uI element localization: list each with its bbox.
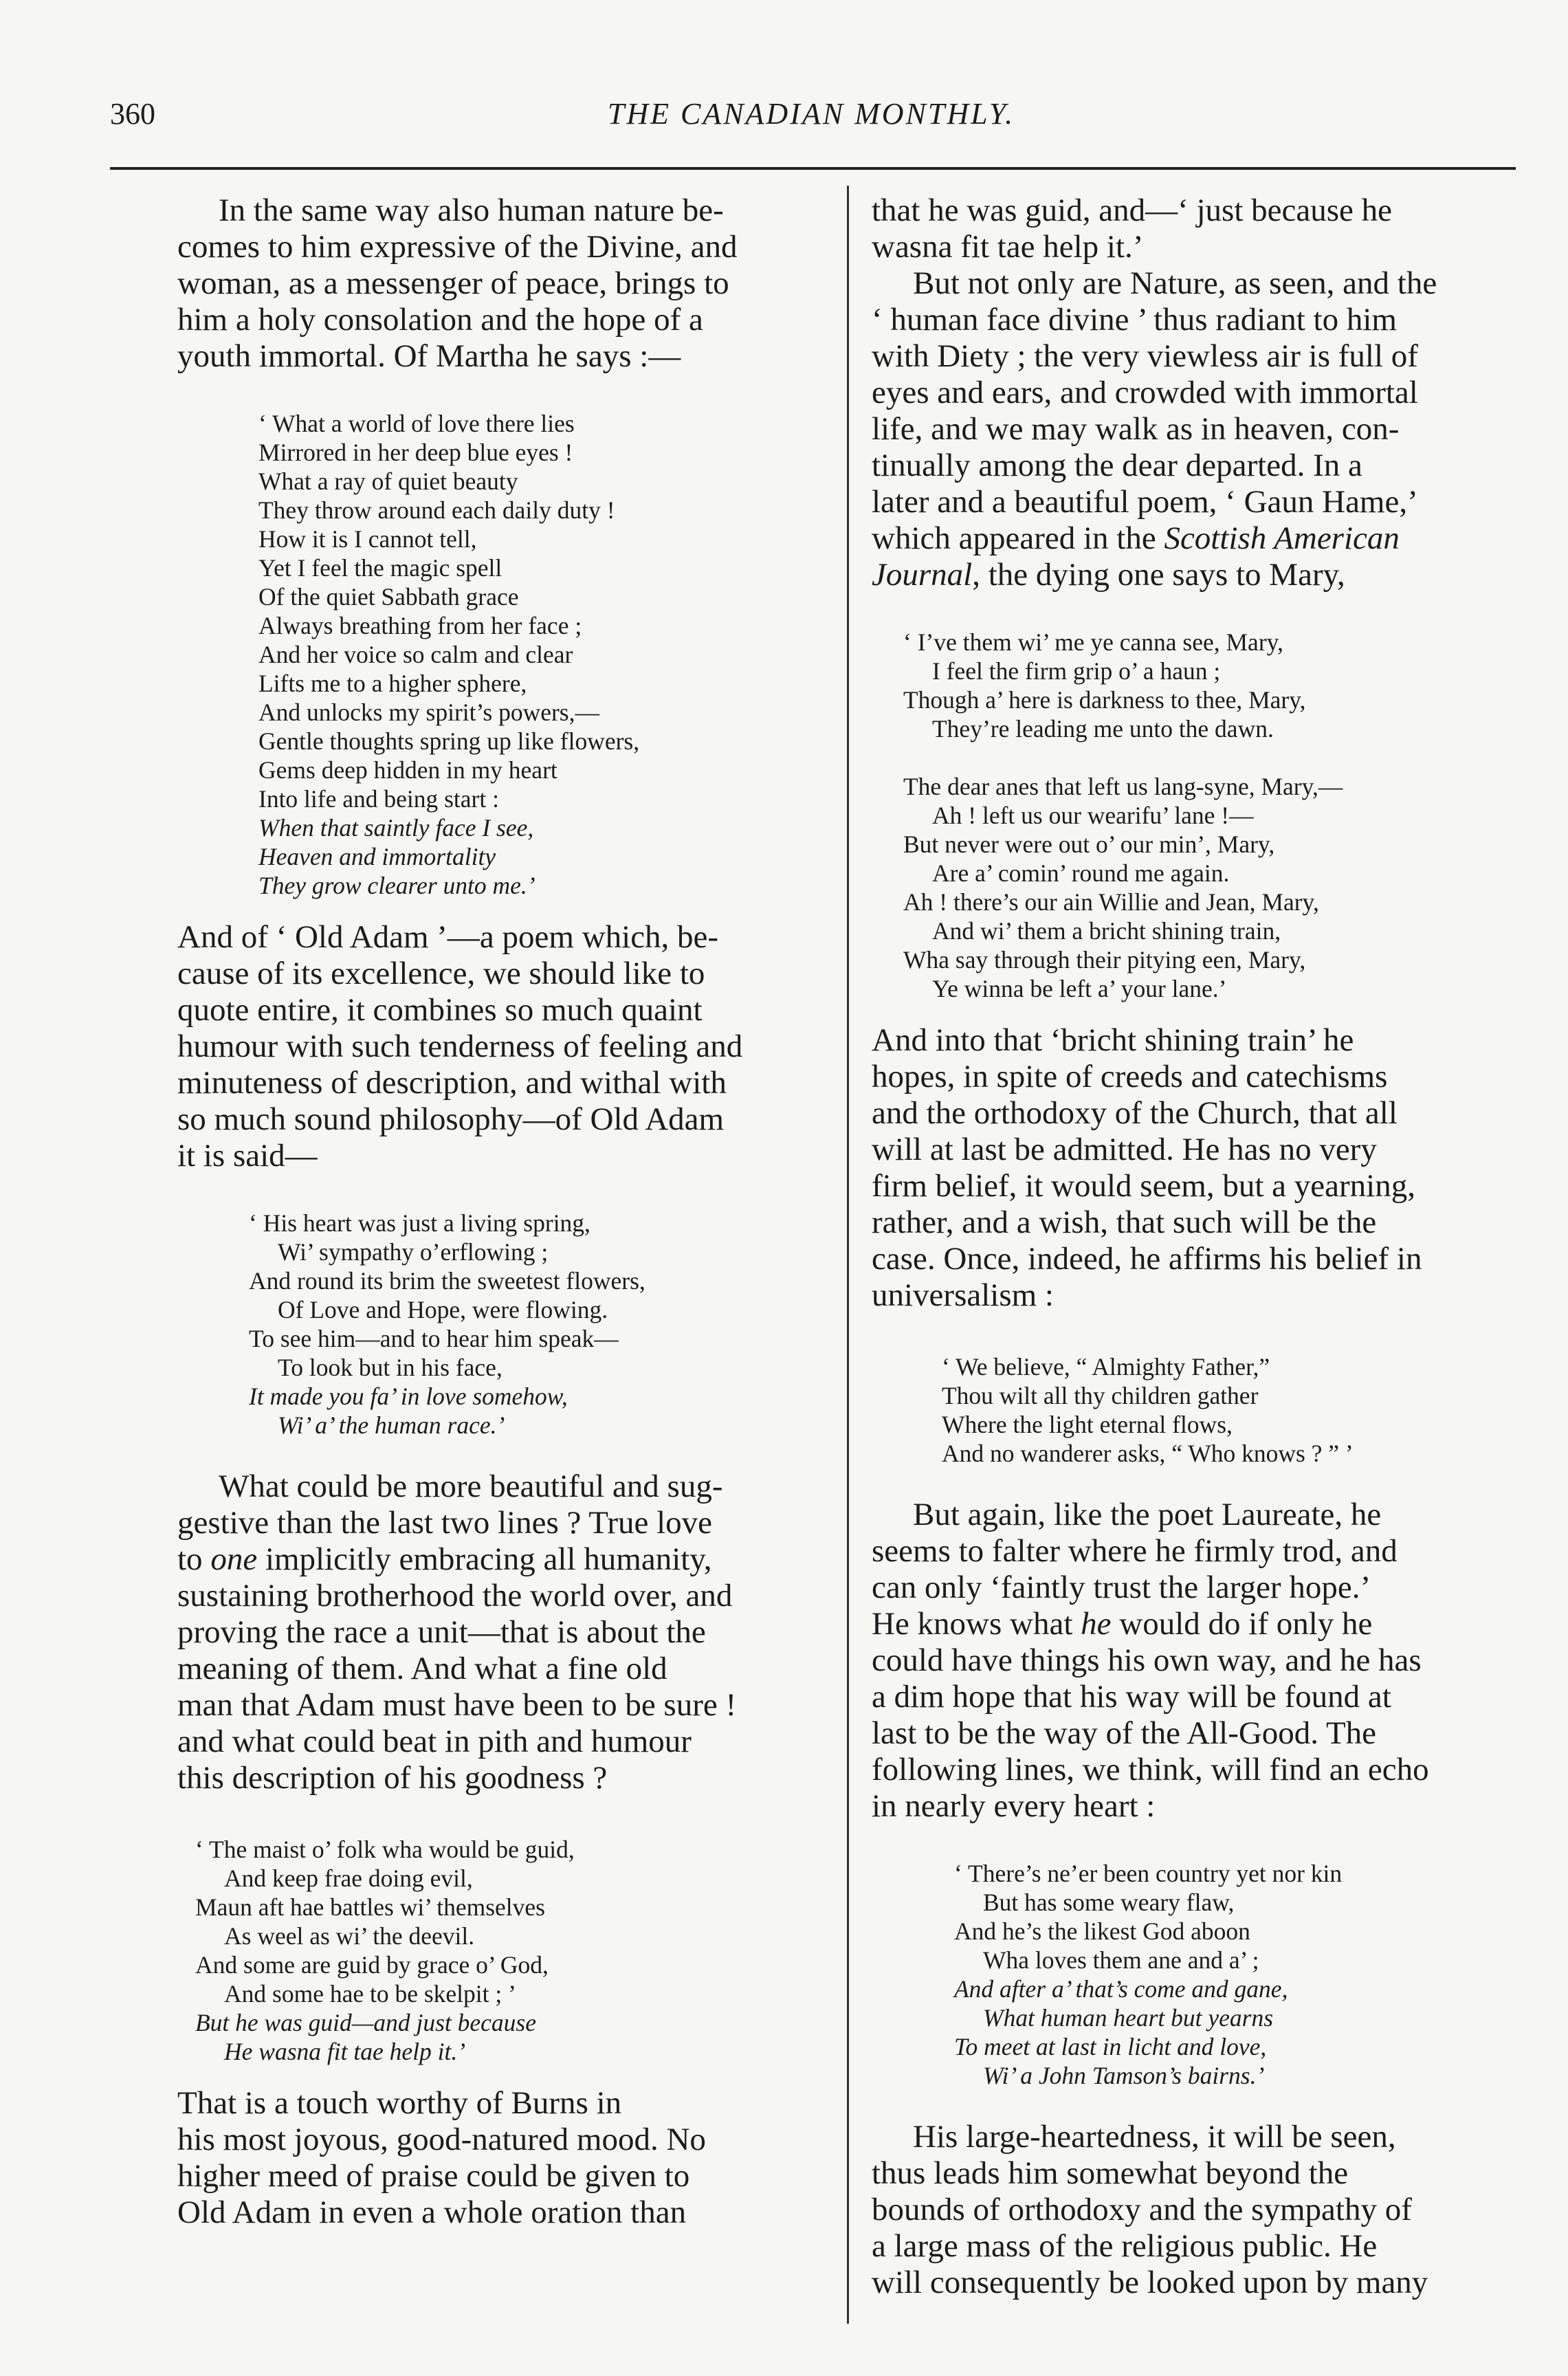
text-line: later and a beautiful poem, ‘ Gaun Hame,’ (872, 484, 1418, 520)
poem-line: I feel the firm grip o’ a haun ; (932, 657, 1221, 685)
text-line: He knows what (872, 1606, 1081, 1642)
paragraph (177, 2085, 830, 2231)
poem-line: And no wanderer asks, “ Who knows ? ” ’ (942, 1440, 1354, 1467)
poem-line: Wi’ sympathy o’erflowing ; (278, 1238, 549, 1266)
poem-universalism (942, 1352, 1521, 1468)
paragraph (177, 919, 830, 1174)
text-line: life, and we may walk as in heaven, con- (872, 411, 1400, 447)
poem-line: To see him—and to hear him speak— (249, 1325, 619, 1352)
poem-line: He wasna fit tae help it.’ (224, 2038, 466, 2065)
text-line: firm belief, it would seem, but a yearning, (872, 1168, 1415, 1204)
poem-line: To look but in his face, (278, 1354, 503, 1381)
paragraph (177, 1468, 830, 1796)
poem-line: Lifts me to a higher sphere, (258, 670, 527, 697)
poem-line: What human heart but yearns (983, 2004, 1274, 2032)
poem-line: Wi’ a John Tamson’s bairns.’ (983, 2062, 1265, 2089)
text-line: which appeared in the (872, 520, 1164, 556)
text-line: seems to falter where he firmly trod, and (872, 1533, 1398, 1569)
poem-line: But he was guid—and just because (195, 2009, 536, 2036)
poem-line: As weel as wi’ the deevil. (224, 1922, 475, 1950)
poem-line: They grow clearer unto me.’ (258, 872, 535, 899)
poem-line: Ah ! left us our wearifu’ lane !— (932, 802, 1254, 829)
text-line: hopes, in spite of creeds and catechisms (872, 1059, 1388, 1094)
text-line: His large-heartedness, it will be seen, (913, 2119, 1396, 2155)
page-header (110, 96, 1512, 158)
emphasis: Journal (872, 557, 973, 593)
poem-line: Heaven and immortality (258, 843, 496, 870)
poem-line: Of the quiet Sabbath grace (258, 583, 519, 610)
paragraph (872, 192, 1521, 265)
paragraph (177, 192, 830, 375)
paragraph (872, 1022, 1521, 1314)
poem-line: Wi’ a’ the human race.’ (278, 1411, 505, 1439)
text-line: proving the race a unit—that is about the (177, 1614, 706, 1650)
paragraph (872, 2119, 1521, 2301)
text-line: gestive than the last two lines ? True love (177, 1505, 713, 1541)
text-line: meaning of them. And what a fine old (177, 1651, 667, 1686)
text-line: last to be the way of the All-Good. The (872, 1715, 1377, 1751)
poem-line: ‘ I’ve them wi’ me ye canna see, Mary, (903, 628, 1283, 656)
poem-line: And some hae to be skelpit ; ’ (224, 1980, 516, 2008)
text-line: bounds of orthodoxy and the sympathy of (872, 2192, 1412, 2228)
poem-line: How it is I cannot tell, (258, 525, 477, 553)
paragraph (872, 265, 1521, 593)
text-line: And of ‘ Old Adam ’—a poem which, be- (177, 919, 719, 955)
poem-line: Though a’ here is darkness to thee, Mary, (903, 686, 1306, 714)
column-divider (847, 186, 849, 2324)
text-line: tinually among the dear departed. In a (872, 448, 1362, 483)
poem-line: They’re leading me unto the dawn. (932, 715, 1274, 742)
text-line: higher meed of praise could be given to (177, 2158, 690, 2194)
text-line: would do if only he (1111, 1606, 1373, 1642)
poem-line: Always breathing from her face ; (258, 612, 582, 639)
poem-line: And he’s the likest God aboon (954, 1917, 1250, 1945)
text-line: What could be more beautiful and sug- (219, 1468, 723, 1504)
poem-line: Where the light eternal flows, (942, 1411, 1233, 1438)
text-line: youth immortal. Of Martha he says :— (177, 338, 681, 374)
poem-line: Maun aft hae battles wi’ themselves (195, 1893, 545, 1921)
poem-line: Into life and being start : (258, 785, 499, 813)
poem-line: And keep frae doing evil, (224, 1864, 473, 1892)
poem-line: And unlocks my spirit’s powers,— (258, 698, 599, 726)
poem-line: Are a’ comin’ round me again. (932, 859, 1230, 887)
poem-line: Ah ! there’s our ain Willie and Jean, Mary, (903, 888, 1319, 916)
text-line: woman, as a messenger of peace, brings to (177, 265, 729, 301)
text-line: to (177, 1541, 211, 1577)
paragraph-tail: , the dying one says to Mary, (972, 557, 1345, 593)
text-line: following lines, we think, will find an echo (872, 1752, 1429, 1788)
text-line: him a holy consolation and the hope of a (177, 302, 703, 338)
text-line: That is a touch worthy of Burns in (177, 2085, 622, 2121)
left-column (177, 192, 830, 2231)
text-line: quote entire, it combines so much quaint (177, 992, 703, 1028)
page-number: 360 (110, 97, 155, 131)
text-line: minuteness of description, and withal with (177, 1065, 727, 1101)
poem-line: Of Love and Hope, were flowing. (278, 1296, 608, 1323)
poem-line: Wha say through their pitying een, Mary, (903, 946, 1306, 974)
text-line: ‘ human face divine ’ thus radiant to him (872, 302, 1397, 338)
right-column (872, 192, 1521, 2301)
poem-line: Mirrored in her deep blue eyes ! (258, 439, 573, 466)
poem-line: Yet I feel the magic spell (258, 554, 503, 582)
text-line: a dim hope that his way will be found at (872, 1679, 1391, 1715)
text-line: implicitly embracing all humanity, (257, 1541, 712, 1577)
text-line: with Diety ; the very viewless air is full of (872, 338, 1418, 374)
text-line: this description of his goodness ? (177, 1760, 608, 1796)
poem-line: But has some weary flaw, (983, 1889, 1235, 1916)
text-line: But not only are Nature, as seen, and the (913, 265, 1437, 301)
text-line: cause of its excellence, we should like to (177, 956, 705, 991)
poem-martha (258, 409, 830, 900)
header-rule (110, 167, 1516, 170)
text-line: In the same way also human nature be- (219, 192, 724, 228)
emphasis: he (1081, 1606, 1112, 1642)
text-line: and what could beat in pith and humour (177, 1724, 692, 1759)
poem-line: And after a’ that’s come and gane, (954, 1975, 1288, 2003)
poem-line: ‘ We believe, “ Almighty Father,” (942, 1353, 1270, 1380)
poem-line: ‘ The maist o’ folk wha would be guid, (195, 1836, 575, 1863)
text-line: and the orthodoxy of the Church, that all (872, 1095, 1398, 1131)
text-line: it is said— (177, 1138, 318, 1174)
text-line: wasna fit tae help it.’ (872, 229, 1144, 265)
poem-old-adam-guid (195, 1835, 830, 2066)
poem-line: Wha loves them ane and a’ ; (983, 1946, 1259, 1974)
poem-line: And wi’ them a bricht shining train, (932, 917, 1281, 945)
text-line: case. Once, indeed, he affirms his belief in (872, 1241, 1422, 1277)
poem-line: Gentle thoughts spring up like flowers, (258, 727, 640, 755)
text-line: a large mass of the religious public. He (872, 2228, 1378, 2264)
poem-line: What a ray of quiet beauty (258, 468, 518, 495)
poem-line: When that saintly face I see, (258, 814, 534, 842)
poem-line: And round its brim the sweetest flowers, (249, 1267, 645, 1295)
poem-line: And some are guid by grace o’ God, (195, 1951, 549, 1979)
emphasis: one (210, 1541, 258, 1577)
text-line: Old Adam in even a whole oration than (177, 2194, 687, 2230)
text-line: universalism : (872, 1277, 1054, 1313)
text-line: sustaining brotherhood the world over, and (177, 1578, 733, 1614)
poem-line: Ye winna be left a’ your lane.’ (932, 975, 1227, 1002)
poem-line: But never were out o’ our min’, Mary, (903, 830, 1275, 858)
text-line: thus leads him somewhat beyond the (872, 2155, 1349, 2191)
poem-line: Thou wilt all thy children gather (942, 1382, 1259, 1409)
poem-line: ‘ His heart was just a living spring, (249, 1209, 590, 1237)
text-line: could have things his own way, and he has (872, 1642, 1422, 1678)
poem-line: And her voice so calm and clear (258, 641, 573, 668)
stanza-gap (903, 743, 1521, 772)
poem-line: Gems deep hidden in my heart (258, 756, 557, 784)
text-line: will at last be admitted. He has no very (872, 1132, 1377, 1167)
running-title: THE CANADIAN MONTHLY. (607, 97, 1015, 131)
poem-gaun-hame (903, 628, 1521, 1003)
poem-john-tamson (954, 1859, 1521, 2090)
poem-line: ‘ What a world of love there lies (258, 410, 575, 437)
text-line: can only ‘faintly trust the larger hope.’ (872, 1570, 1371, 1605)
poem-line: They throw around each daily duty ! (258, 496, 615, 524)
emphasis: Scottish American (1164, 520, 1400, 556)
text-line: in nearly every heart : (872, 1788, 1156, 1824)
text-line: humour with such tenderness of feeling and (177, 1028, 743, 1064)
text-line: so much sound philosophy—of Old Adam (177, 1101, 725, 1137)
text-line: comes to him expressive of the Divine, and (177, 229, 738, 265)
poem-line: To meet at last in licht and love, (954, 2033, 1267, 2060)
text-line: eyes and ears, and crowded with immortal (872, 375, 1418, 410)
poem-line: It made you fa’ in love somehow, (249, 1383, 568, 1410)
poem-old-adam-heart (249, 1209, 830, 1440)
text-line: man that Adam must have been to be sure ! (177, 1687, 737, 1723)
paragraph (872, 1497, 1521, 1825)
text-line: And into that ‘bricht shining train’ he (872, 1022, 1354, 1058)
text-line: But again, like the poet Laureate, he (913, 1497, 1382, 1532)
text-line: rather, and a wish, that such will be the (872, 1204, 1377, 1240)
text-line: will consequently be looked upon by many (872, 2265, 1428, 2300)
text-line: that he was guid, and—‘ just because he (872, 192, 1393, 228)
text-line: his most joyous, good-natured mood. No (177, 2122, 706, 2157)
poem-line: ‘ There’s ne’er been country yet nor kin (954, 1860, 1343, 1887)
poem-line: The dear anes that left us lang-syne, Mary,— (903, 773, 1343, 800)
